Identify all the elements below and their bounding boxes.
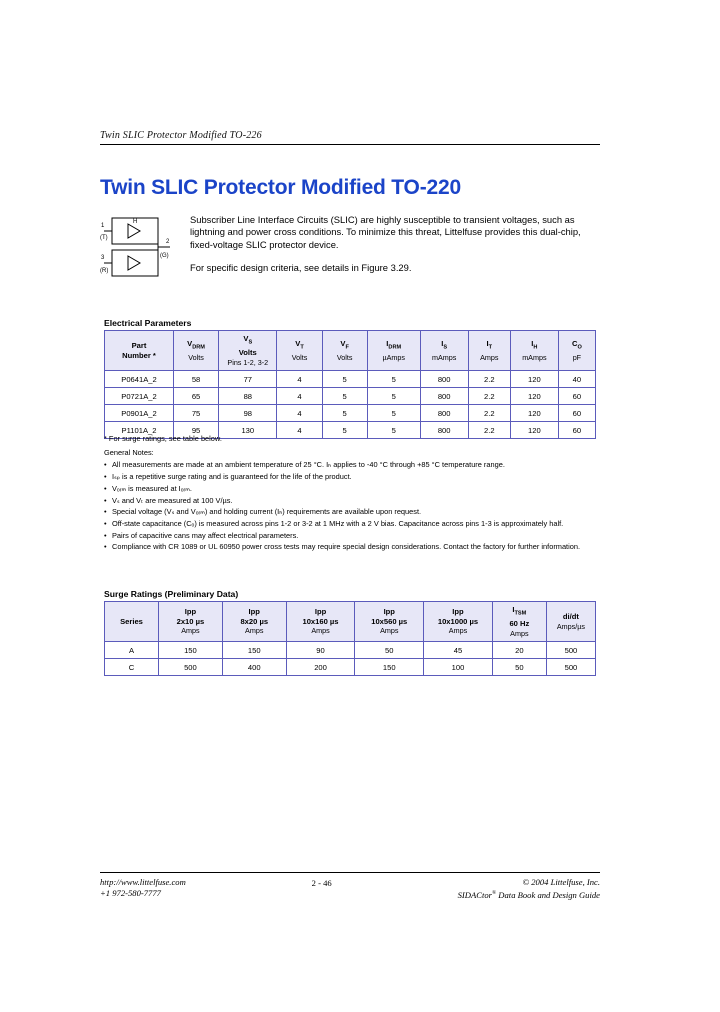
footer-phone: +1 972-580-7777 bbox=[100, 888, 161, 898]
cell-itsm: 20 bbox=[492, 642, 546, 659]
cell-itsm: 50 bbox=[492, 659, 546, 676]
symbol-svg bbox=[100, 212, 180, 284]
footer-divider bbox=[100, 872, 600, 873]
table-row bbox=[105, 642, 596, 659]
cell-idrm: 5 bbox=[367, 405, 420, 422]
cell-ipp-10x560: 150 bbox=[355, 659, 424, 676]
col-part-number: Part Number * bbox=[105, 331, 174, 371]
cell-vs: 88 bbox=[219, 388, 277, 405]
col-didt: di/dt Amps/µs bbox=[546, 602, 595, 642]
electrical-parameters-heading: Electrical Parameters bbox=[104, 318, 192, 328]
cell-ipp-10x560: 50 bbox=[355, 642, 424, 659]
cell-vdrm: 58 bbox=[174, 371, 219, 388]
electrical-table-body bbox=[105, 371, 596, 439]
cell-series: C bbox=[105, 659, 159, 676]
cell-vdrm: 75 bbox=[174, 405, 219, 422]
cell-it: 2.2 bbox=[468, 371, 510, 388]
surge-table-head bbox=[105, 602, 596, 642]
table-row bbox=[105, 659, 596, 676]
svg-text:3: 3 bbox=[101, 255, 105, 261]
cell-vdrm: 95 bbox=[174, 422, 219, 439]
general-notes-title: General Notes: bbox=[104, 448, 154, 458]
note-item: • Pairs of capacitive cans may affect electrical parameters. bbox=[104, 531, 600, 541]
intro-paragraph-2: For specific design criteria, see details in Figure 3.29. bbox=[190, 261, 412, 273]
cell-ipp-2x10: 500 bbox=[159, 659, 223, 676]
cell-idrm: 5 bbox=[367, 388, 420, 405]
cell-vt: 4 bbox=[277, 388, 322, 405]
book-title-line bbox=[458, 888, 600, 901]
svg-text:2: 2 bbox=[166, 239, 170, 245]
cell-is: 800 bbox=[420, 422, 468, 439]
svg-text:(G): (G) bbox=[160, 253, 169, 259]
cell-co: 60 bbox=[558, 405, 595, 422]
cell-is: 800 bbox=[420, 388, 468, 405]
cell-is: 800 bbox=[420, 405, 468, 422]
registered-mark: ® bbox=[491, 890, 497, 896]
col-co: $C_O$ pF bbox=[558, 331, 595, 371]
electrical-parameters-table bbox=[104, 330, 596, 439]
page-footer bbox=[100, 872, 600, 901]
cell-part-number: P0641A_2 bbox=[105, 371, 174, 388]
cell-vs: 77 bbox=[219, 371, 277, 388]
col-ipp-10x560: Ipp 10x560 µs Amps bbox=[355, 602, 424, 642]
device-symbol-diagram bbox=[100, 212, 180, 284]
footer-columns bbox=[100, 877, 600, 901]
col-is: $I_S$ mAmps bbox=[420, 331, 468, 371]
cell-it: 2.2 bbox=[468, 422, 510, 439]
cell-vt: 4 bbox=[277, 422, 322, 439]
cell-part-number: P1101A_2 bbox=[105, 422, 174, 439]
col-series: Series bbox=[105, 602, 159, 642]
cell-it: 2.2 bbox=[468, 388, 510, 405]
cell-idrm: 5 bbox=[367, 422, 420, 439]
intro-text bbox=[190, 214, 600, 285]
cell-part-number: P0901A_2 bbox=[105, 405, 174, 422]
intro-paragraph-1: Subscriber Line Interface Circuits (SLIC) are highly susceptible to transient voltages, such as lightning and power cross conditions. To minimize this threat, Littelfuse provides this dual-chip, fixed-voltage SLIC protector device. bbox=[190, 214, 581, 250]
header-divider bbox=[100, 144, 600, 145]
note-item: • All measurements are made at an ambient temperature of 25 °C. Iₕ applies to -40 °C through +85 °C temperature range. bbox=[104, 460, 600, 470]
col-ipp-2x10: Ipp 2x10 µs Amps bbox=[159, 602, 223, 642]
table-row bbox=[105, 371, 596, 388]
svg-text:(T): (T) bbox=[100, 235, 108, 241]
cell-vs: 98 bbox=[219, 405, 277, 422]
general-notes-list bbox=[104, 460, 600, 552]
svg-text:H: H bbox=[133, 219, 138, 225]
table-header-row bbox=[105, 331, 596, 371]
cell-ipp-8x20: 400 bbox=[222, 659, 286, 676]
cell-vf: 5 bbox=[322, 405, 367, 422]
col-ipp-10x1000: Ipp 10x1000 µs Amps bbox=[424, 602, 493, 642]
table-footnote: * For surge ratings, see table below. bbox=[104, 434, 222, 443]
col-vs: $V_S$ Volts Pins 1-2, 3-2 bbox=[219, 331, 277, 371]
svg-text:1: 1 bbox=[101, 223, 105, 229]
page-title: Twin SLIC Protector Modified TO-220 bbox=[100, 176, 461, 199]
cell-vf: 5 bbox=[322, 371, 367, 388]
cell-co: 60 bbox=[558, 422, 595, 439]
cell-ipp-2x10: 150 bbox=[159, 642, 223, 659]
note-item: • Iₛₚ is a repetitive surge rating and is guaranteed for the life of the product. bbox=[104, 472, 600, 482]
cell-ih: 120 bbox=[511, 405, 559, 422]
col-ih: $I_H$ mAmps bbox=[511, 331, 559, 371]
col-vdrm: $V_{DRM}$ Volts bbox=[174, 331, 219, 371]
cell-idrm: 5 bbox=[367, 371, 420, 388]
cell-ih: 120 bbox=[511, 371, 559, 388]
footer-copyright bbox=[458, 877, 600, 901]
cell-ipp-10x160: 90 bbox=[286, 642, 355, 659]
cell-ipp-10x160: 200 bbox=[286, 659, 355, 676]
col-vf: $V_F$ Volts bbox=[322, 331, 367, 371]
surge-table-body bbox=[105, 642, 596, 676]
cell-vf: 5 bbox=[322, 422, 367, 439]
surge-ratings-heading: Surge Ratings (Preliminary Data) bbox=[104, 589, 239, 599]
cell-ih: 120 bbox=[511, 388, 559, 405]
table-row bbox=[105, 388, 596, 405]
cell-vt: 4 bbox=[277, 405, 322, 422]
page-header bbox=[100, 130, 600, 145]
cell-didt: 500 bbox=[546, 642, 595, 659]
cell-vs: 130 bbox=[219, 422, 277, 439]
footer-url-link[interactable]: http://www.littelfuse.com bbox=[100, 877, 186, 887]
table-header-row bbox=[105, 602, 596, 642]
cell-part-number: P0721A_2 bbox=[105, 388, 174, 405]
note-item: • Vₛ and Vₜ are measured at 100 V/µs. bbox=[104, 496, 600, 506]
cell-ipp-10x1000: 100 bbox=[424, 659, 493, 676]
note-item: • Vₒᵣₘ is measured at Iₒᵣₘ. bbox=[104, 484, 600, 494]
cell-co: 60 bbox=[558, 388, 595, 405]
cell-is: 800 bbox=[420, 371, 468, 388]
col-idrm: $I_{DRM}$ µAmps bbox=[367, 331, 420, 371]
col-it: $I_T$ Amps bbox=[468, 331, 510, 371]
cell-it: 2.2 bbox=[468, 405, 510, 422]
svg-text:(R): (R) bbox=[100, 268, 109, 274]
cell-ipp-8x20: 150 bbox=[222, 642, 286, 659]
cell-series: A bbox=[105, 642, 159, 659]
note-item: • Off-state capacitance (Cₒ) is measured across pins 1-2 or 3-2 at 1 MHz with a 2 V bias. Capacitance across pins 1-3 is approximately half. bbox=[104, 519, 600, 529]
book-title: SIDACtor bbox=[457, 889, 492, 900]
col-ipp-10x160: Ipp 10x160 µs Amps bbox=[286, 602, 355, 642]
cell-ih: 120 bbox=[511, 422, 559, 439]
footer-contact bbox=[100, 877, 186, 899]
copyright-line: © 2004 Littelfuse, Inc. bbox=[522, 877, 600, 887]
note-item: • Special voltage (Vₛ and Vₒᵣₘ) and holding current (Iₕ) requirements are available upon request. bbox=[104, 507, 600, 517]
book-title-rest: Data Book and Design Guide bbox=[496, 889, 600, 900]
col-vt: $V_T$ Volts bbox=[277, 331, 322, 371]
electrical-table-head bbox=[105, 331, 596, 371]
cell-ipp-10x1000: 45 bbox=[424, 642, 493, 659]
surge-ratings-table bbox=[104, 601, 596, 676]
note-item: • Compliance with CR 1089 or UL 60950 power cross tests may require special design considerations. Contact the factory for further information. bbox=[104, 542, 600, 552]
cell-vf: 5 bbox=[322, 388, 367, 405]
table-row bbox=[105, 405, 596, 422]
cell-vt: 4 bbox=[277, 371, 322, 388]
cell-didt: 500 bbox=[546, 659, 595, 676]
cell-co: 40 bbox=[558, 371, 595, 388]
col-itsm: $I_{TSM}$ 60 Hz Amps bbox=[492, 602, 546, 642]
running-head: Twin SLIC Protector Modified TO-226 bbox=[100, 130, 262, 141]
col-ipp-8x20: Ipp 8x20 µs Amps bbox=[222, 602, 286, 642]
notes-section bbox=[104, 434, 600, 554]
footer-page-number: 2 - 46 bbox=[311, 878, 332, 888]
cell-vdrm: 65 bbox=[174, 388, 219, 405]
